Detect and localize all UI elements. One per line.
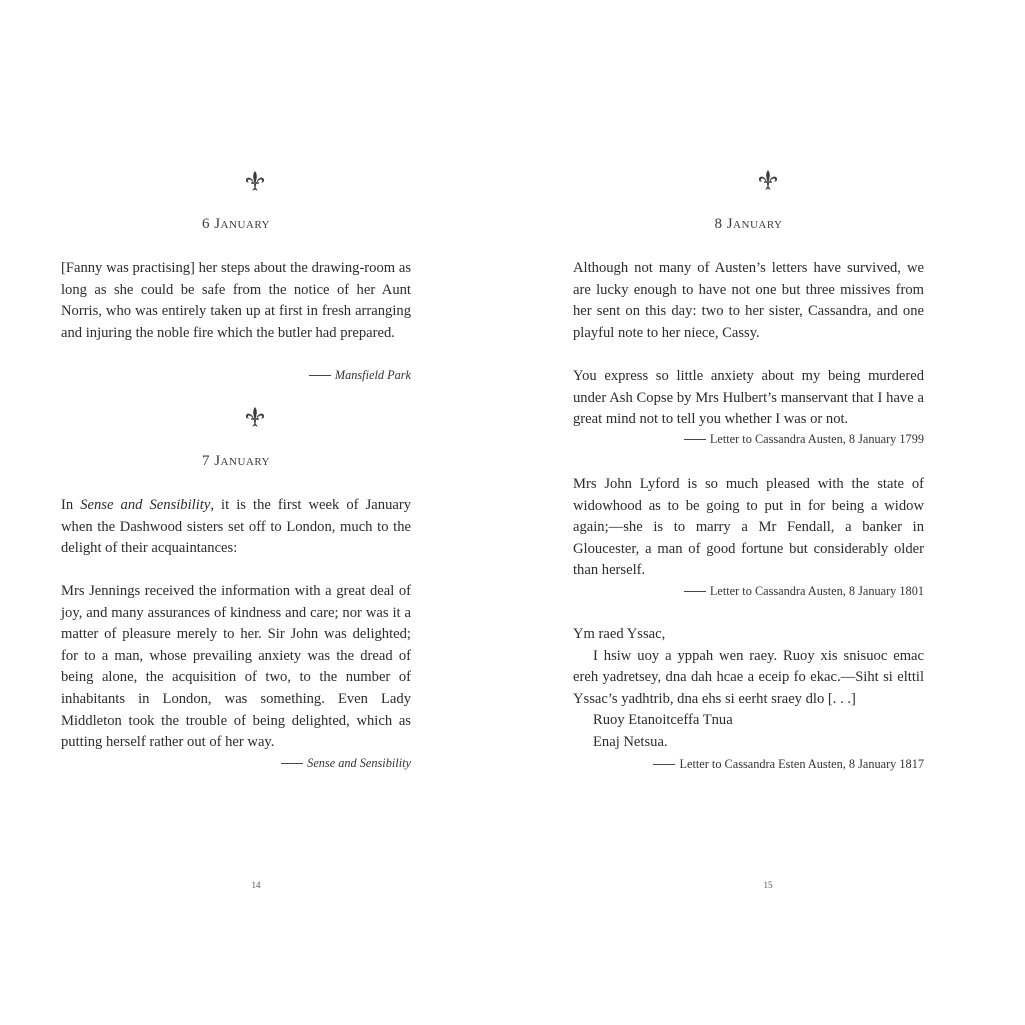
entry-heading-7-january bbox=[61, 453, 411, 470]
fleur-de-lis-icon bbox=[243, 170, 267, 192]
attribution-dash bbox=[281, 763, 303, 764]
entry-heading-6-january bbox=[61, 216, 411, 233]
sense-sensibility-intro bbox=[61, 495, 411, 560]
attribution-letter-1801 bbox=[684, 584, 924, 599]
letter-closing: Ruoy Etanoitceffa Tnua bbox=[593, 712, 733, 729]
intro-prefix: In bbox=[61, 497, 81, 513]
sense-sensibility-quote: Mrs Jennings received the information with a great deal of joy, and many assurances of kindness and care; nor was it a matter of pleasure merely to her. Sir John was delighted; for to a man, whose prevailing anxiety was the dread of being alone, the acquisition of two, to the number of inhabitants in London, was something. Even Lady Middleton took the trouble of being delighted, which as putting herself rather out of her way. bbox=[61, 583, 411, 751]
fleur-de-lis-icon bbox=[756, 169, 780, 191]
attribution-letter-1799 bbox=[684, 432, 924, 447]
attribution-letter-1817 bbox=[653, 757, 924, 772]
attribution-dash bbox=[653, 764, 675, 765]
letters-intro: Although not many of Austen’s letters have survived, we are lucky enough to have not one but three missives from her sent on this day: two to her sister, Cassandra, and one playful note to her niece, Cassy. bbox=[573, 260, 924, 341]
attribution-sense-and-sensibility bbox=[281, 756, 411, 771]
intro-suffix: , it is the first week of January when the Dashwood sisters set off to London, much to the delight of their acquaintances: bbox=[61, 497, 411, 557]
attribution-dash bbox=[684, 439, 706, 440]
heading-day: 8 bbox=[714, 216, 723, 232]
attribution-text: Letter to Cassandra Austen, 8 January 1799 bbox=[709, 432, 924, 446]
mansfield-park-quote: [Fanny was practising] her steps about the drawing-room as long as she could be safe from the notice of her Aunt Norris, who was entirely taken up at first in fresh arranging and injuring the noble fire which the butler had prepared. bbox=[61, 260, 411, 341]
letter-quote-1799: You express so little anxiety about my being murdered under Ash Copse by Mrs Hulbert’s manservant that I have a great mind not to tell you whether I was or not. bbox=[573, 368, 924, 428]
letter-quote-1801: Mrs John Lyford is so much pleased with the state of widowhood as to be going to put in for being a widow again;—she is to marry a Mr Fendall, a banker in Gloucester, a man of good fortune but considerably older than herself. bbox=[573, 476, 924, 579]
heading-month: January bbox=[214, 453, 271, 469]
attribution-work: Sense and Sensibility bbox=[307, 756, 411, 770]
left-page bbox=[61, 0, 411, 1025]
heading-month: January bbox=[214, 216, 271, 232]
attribution-dash bbox=[309, 375, 331, 376]
heading-month: January bbox=[726, 216, 783, 232]
fleur-de-lis-icon bbox=[243, 406, 267, 428]
attribution-text: Letter to Cassandra Esten Austen, 8 January 1817 bbox=[679, 757, 924, 771]
page-number: 15 bbox=[763, 880, 773, 890]
letter-body: I hsiw uoy a yppah wen raey. Ruoy xis snisuoc emac ereh yadretsey, dna dah hcae a eceip fo ekac.—Siht si elttil Yssac’s yadhtrib, dna ehs si eerht sraey dlo [. . .] bbox=[573, 647, 924, 707]
attribution-dash bbox=[684, 591, 706, 592]
attribution-mansfield-park bbox=[309, 368, 411, 383]
letter-signature: Enaj Netsua. bbox=[593, 733, 668, 750]
reversed-letter bbox=[573, 624, 924, 754]
intro-title: Sense and Sensibility bbox=[80, 497, 211, 513]
right-page bbox=[573, 0, 924, 1025]
heading-day: 7 bbox=[201, 453, 210, 469]
attribution-text: Letter to Cassandra Austen, 8 January 1801 bbox=[709, 584, 924, 598]
attribution-work: Mansfield Park bbox=[334, 368, 411, 382]
heading-day: 6 bbox=[201, 216, 210, 232]
letter-salutation: Ym raed Yssac, bbox=[573, 626, 666, 642]
entry-heading-8-january bbox=[573, 216, 924, 233]
page-number: 14 bbox=[251, 880, 261, 890]
